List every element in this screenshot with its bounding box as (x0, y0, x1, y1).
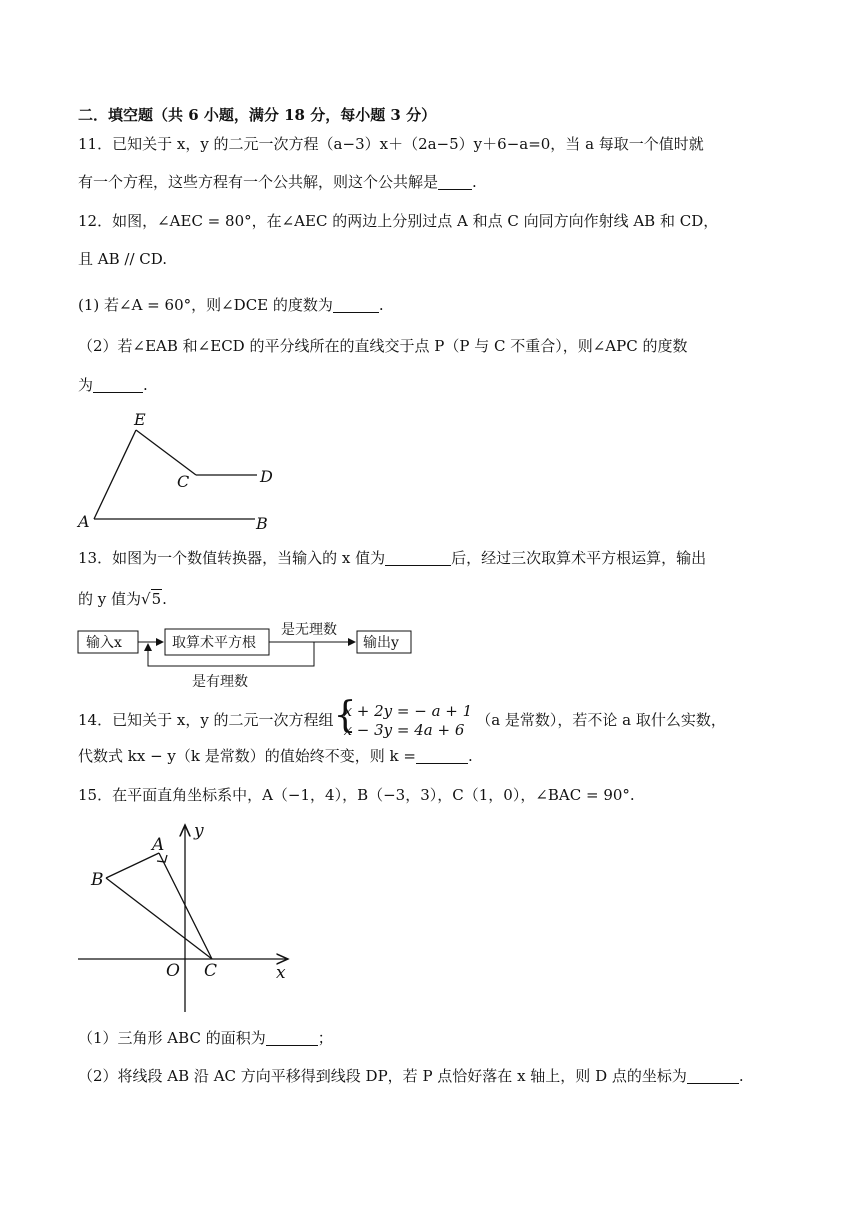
q13-end: . (162, 590, 167, 608)
q14-text: 代数式 kx − y（k 是常数）的值始终不变，则 k = (78, 747, 416, 765)
q12-part1-text: (1) 若∠A = 60°，则∠DCE 的度数为 (78, 296, 333, 314)
flow-rational-label: 是有理数 (192, 674, 248, 690)
q11-text: 有一个方程，这些方程有一个公共解，则这个公共解是 (78, 173, 439, 191)
q13-text-c: 的 y 值为 (78, 590, 142, 608)
label-a: A (78, 512, 90, 531)
label-b: B (256, 514, 268, 533)
q12-part2-blank (93, 377, 143, 393)
q15-part1-blank (266, 1030, 318, 1046)
flow-output-label: 输出y (363, 635, 399, 651)
label-c: C (204, 961, 218, 981)
equation-1: x + 2y = − a + 1 (343, 702, 473, 720)
label-a: A (152, 835, 165, 855)
q11-line2 (78, 171, 477, 193)
flow-process-label: 取算术平方根 (172, 635, 256, 651)
q15-line1: 15．在平面直角坐标系中，A（−1，4），B（−3，3），C（1，0），∠BAC = 90°. (78, 786, 635, 804)
q12-figure (72, 405, 292, 537)
q15-part1 (78, 1027, 333, 1049)
sqrt-expression: √5 (141, 590, 162, 608)
line-ec (136, 430, 196, 475)
q14-line2 (78, 745, 473, 767)
q12-part1 (78, 294, 384, 316)
q12-line1: 12．如图，∠AEC = 80°，在∠AEC 的两边上分别过点 A 和点 C 向同方向作射线 AB 和 CD， (78, 212, 719, 230)
equation-system (333, 695, 473, 740)
label-c: C (177, 472, 190, 491)
label-o: O (166, 961, 180, 981)
q15-part1-end: ； (317, 1029, 333, 1047)
q13-text-b: 后，经过三次取算术平方根运算，输出 (451, 549, 707, 567)
flow-irrational-label: 是无理数 (281, 622, 337, 638)
q15-part2-blank (687, 1068, 739, 1084)
q12-part2b-text: 为 (78, 376, 94, 394)
q14-answer-blank (416, 748, 468, 764)
q13-text-a: 13．如图为一个数值转换器，当输入的 x 值为 (78, 549, 386, 567)
q12-part2-end: . (143, 376, 148, 394)
q12-line2: 且 AB // CD. (78, 250, 168, 268)
label-b: B (91, 870, 104, 890)
system-brace: { (333, 695, 357, 736)
q13-line2 (78, 588, 167, 610)
q12-part1-end: . (378, 296, 384, 314)
segment-ba (106, 853, 159, 878)
label-e: E (134, 410, 146, 429)
q12-part2b (78, 374, 148, 396)
line-ae (94, 430, 136, 519)
q13-flow-diagram (76, 618, 421, 690)
q15-part2 (78, 1065, 744, 1087)
q11-end: . (472, 173, 477, 191)
q14-end: . (467, 747, 473, 765)
q11-line1: 11．已知关于 x，y 的二元一次方程（a−3）x＋（2a−5）y＋6−a=0，当 a 每取一个值时就 (78, 135, 704, 153)
q12-part2: （2）若∠EAB 和∠ECD 的平分线所在的直线交于点 P（P 与 C 不重合），则∠APC 的度数 (78, 337, 688, 355)
q15-part2-text: （2）将线段 AB 沿 AC 方向平移得到线段 DP，若 P 点恰好落在 x 轴上，则 D 点的坐标为 (78, 1067, 687, 1085)
q13-answer-blank (385, 550, 451, 566)
segment-bc (106, 878, 212, 959)
label-d: D (260, 467, 273, 486)
label-y: y (194, 821, 204, 841)
flow-input-label: 输入x (86, 635, 122, 651)
equation-2: x − 3y = 4a + 6 (343, 721, 465, 739)
section-title: 二．填空题（共 6 小题，满分 18 分，每小题 3 分） (78, 106, 437, 124)
q15-coordinate-figure (76, 812, 306, 1018)
q15-part1-text: （1）三角形 ABC 的面积为 (78, 1029, 266, 1047)
q15-part2-end: . (738, 1067, 744, 1085)
q11-answer-blank (438, 174, 472, 190)
sqrt-radicand: 5 (151, 590, 162, 608)
q13-line1 (78, 547, 706, 569)
q14-line1 (78, 695, 726, 740)
q12-part1-blank (333, 297, 379, 313)
label-x: x (276, 963, 286, 983)
q14-post: （a 是常数），若不论 a 取什么实数， (476, 711, 726, 729)
q14-pre: 14．已知关于 x，y 的二元一次方程组 (78, 711, 334, 729)
